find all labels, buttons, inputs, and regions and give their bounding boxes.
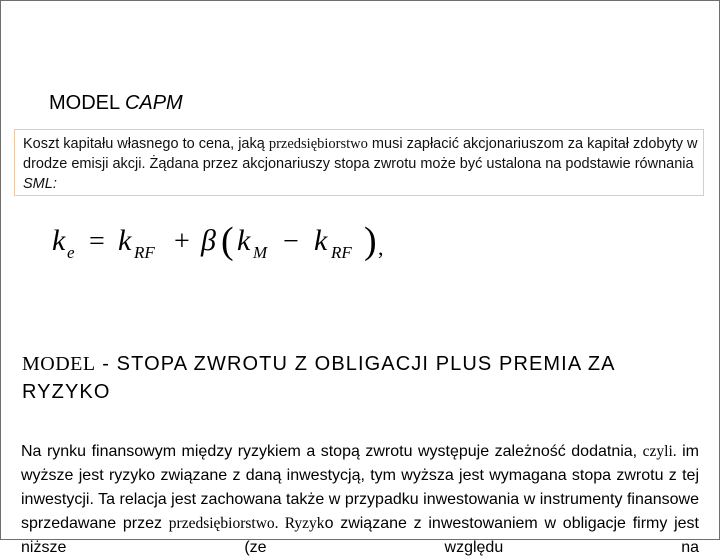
formula-minus: − bbox=[283, 226, 299, 257]
formula-k-m: k bbox=[237, 224, 251, 257]
bond-title-rest: - STOPA ZWROTU Z OBLIGACJI PLUS PREMIA ZA RYZYKO bbox=[22, 353, 615, 403]
formula-k-rf2: k bbox=[314, 224, 328, 257]
bond-title-first: MODEL bbox=[22, 353, 96, 375]
formula-sub-rf1: RF bbox=[134, 243, 155, 262]
formula-k-e: k bbox=[52, 224, 66, 257]
definition-text bbox=[23, 134, 699, 194]
bond-model-title bbox=[22, 350, 682, 406]
formula-plus: + bbox=[174, 226, 190, 257]
formula-k-rf1: k bbox=[118, 224, 132, 257]
bond-para-serif1: czyli. bbox=[642, 443, 677, 460]
formula-comma: , bbox=[378, 235, 384, 260]
definition-part1: Koszt kapitału własnego to cena, jaką bbox=[23, 136, 269, 152]
formula-rparen: ) bbox=[364, 220, 377, 262]
formula-sub-m: M bbox=[253, 243, 268, 262]
definition-box bbox=[14, 129, 704, 196]
bond-para-serif2: przedsiębiorstwo. Ryzyk bbox=[168, 515, 325, 532]
formula-beta: β bbox=[201, 224, 216, 257]
capm-title-plain: MODEL bbox=[49, 92, 125, 114]
capm-title bbox=[49, 92, 183, 115]
capm-formula bbox=[48, 217, 388, 265]
definition-part2: musi zapłacić akcjonariuszom za kapitał zdobyty w drodze emisji akcji. Żądana przez akcjonariuszy stopa zwrotu może być ustalona na podstawie równania bbox=[23, 136, 698, 172]
formula-sub-rf2: RF bbox=[331, 243, 352, 262]
bond-para-part3: o związane z inwestowaniem w obligacje firmy jest niższe (ze względu na bbox=[21, 515, 699, 556]
definition-italic: SML: bbox=[23, 176, 57, 192]
formula-lparen: ( bbox=[221, 220, 234, 262]
bond-para-part2: im wyższe jest ryzyko związane z daną inwestycją, tym wyższa jest wymagana stopa zwrotu z tej inwestycji. Ta relacja jest zachowana także w przypadku inwestowania w instrumenty finansowe sprzedawane przez bbox=[21, 443, 700, 532]
bond-para-part1: Na rynku finansowym między ryzykiem a stopą zwrotu występuje zależność dodatnia, bbox=[21, 443, 643, 460]
capm-title-italic: CAPM bbox=[124, 92, 183, 114]
bond-paragraph bbox=[21, 440, 699, 560]
formula-sub-e: e bbox=[67, 243, 75, 262]
formula-equals: = bbox=[89, 226, 105, 257]
definition-serif: przedsiębiorstwo bbox=[268, 136, 368, 152]
